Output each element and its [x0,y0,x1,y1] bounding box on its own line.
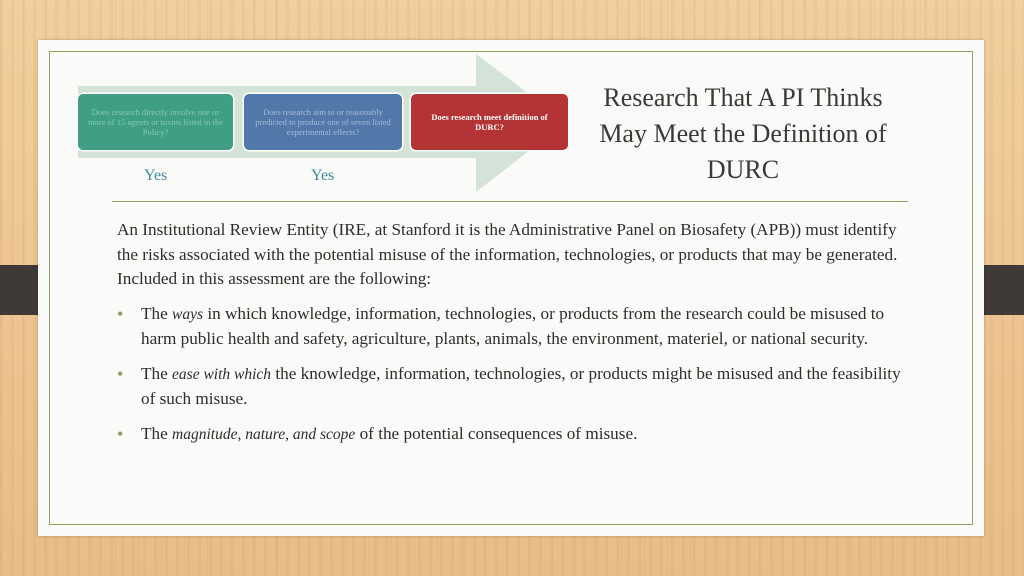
title-line-2: May Meet the Definition of [599,119,887,148]
title-line-1: Research That A PI Thinks [603,83,883,112]
title-divider [112,201,908,202]
bullet-text-pre: The [141,303,173,323]
slide-body [117,218,917,457]
bullet-text-post: in which knowledge, information, technologies, or products from the research could be misused to harm public health and safety, agriculture, plants, animals, the environment, materiel, or national security. [141,303,885,348]
bullet-item-magnitude [117,422,917,448]
slide [38,40,984,536]
bullet-list [117,302,917,448]
flow-step-durc-text: Does research meet definition of DURC? [431,111,548,132]
yes-label-2: Yes [311,167,335,184]
intro-paragraph: An Institutional Review Entity (IRE, at Stanford it is the Administrative Panel on Biosafety (APB)) must identify the risks associated with the potential misuse of the information, technologies, or products that may be generated. Included in this assessment are the following: [117,220,898,288]
bullet-text-post: the knowledge, information, technologies, or products might be misused and the feasibility of such misuse. [141,363,901,408]
bullet-text-post: of the potential consequences of misuse. [355,423,638,443]
bullet-item-ease [117,362,917,412]
flow-step-effects-text: Does research aim to or reasonably predicted to produce one of seven listed experimental effects? [255,106,391,138]
flow-step-agents-box [78,94,233,150]
flow-step-durc-box [411,94,568,150]
bullet-dot-icon: • [117,423,124,444]
slide-title [578,80,908,188]
bullet-emphasis: magnitude, nature, and scope [172,425,356,443]
bullet-dot-icon: • [117,303,124,324]
bullet-emphasis: ease with which [172,365,272,383]
flow-step-effects-box [244,94,402,150]
bullet-item-ways [117,302,917,352]
yes-label-1: Yes [144,167,168,184]
bullet-text-pre: The [141,363,173,383]
bullet-emphasis: ways [172,305,204,323]
title-line-3: DURC [706,155,780,184]
flow-step-agents-text: Does research directly involve one or more of 15 agents or toxins listed in the Policy? [87,106,224,138]
bullet-dot-icon: • [117,363,124,384]
bullet-text-pre: The [141,423,173,443]
